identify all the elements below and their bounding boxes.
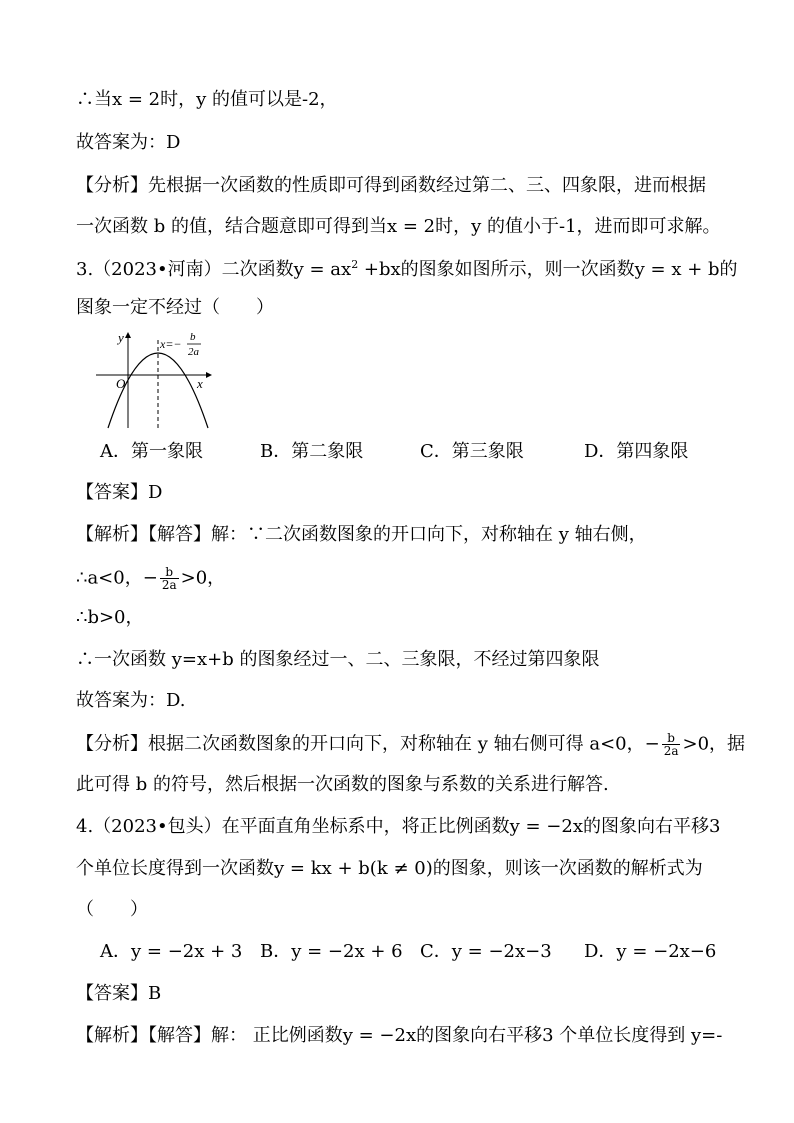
text-line: ∴当x = 2时，y 的值可以是-2，	[76, 89, 338, 110]
option-a[interactable]: A．第一象限	[100, 441, 203, 462]
q3-options	[100, 440, 688, 464]
x-axis-arrow	[206, 372, 212, 378]
fraction	[160, 566, 179, 591]
q3-analysis-line: 此可得 b 的符号，然后根据一次函数的图象与系数的关系进行解答.	[76, 774, 609, 795]
q3-solution-line	[76, 566, 225, 591]
q3-analysis-line	[76, 732, 745, 757]
option-c[interactable]: C．y = −2x−3	[420, 941, 552, 962]
q3-text-b: +bx的图象如图所示，则一次函数y = x + b的	[358, 259, 738, 280]
q3-text-a: 3.（2023•河南）二次函数y = ax	[76, 259, 352, 280]
fraction-numerator: b	[662, 732, 681, 745]
symmetry-label: x=−	[160, 337, 182, 351]
question-3-line2: 图象一定不经过（ ）	[76, 297, 274, 318]
question-3-line1	[76, 258, 738, 282]
option-b[interactable]: B．第二象限	[260, 441, 364, 462]
q4-solution-line: 【解析】【解答】解： 正比例函数y = −2x的图象向右平移3 个单位长度得到 y=-	[76, 1025, 723, 1046]
origin-label: O	[116, 376, 126, 391]
x-label: x	[197, 376, 203, 391]
symmetry-numerator: b	[190, 331, 196, 343]
sol2-text-a: ∴a<0，−	[76, 567, 158, 589]
y-label: y	[118, 330, 124, 345]
q3-superscript: 2	[351, 258, 359, 271]
symmetry-denominator: 2a	[188, 346, 199, 358]
q4-answer: 【答案】B	[76, 983, 162, 1004]
option-d[interactable]: D．y = −2x−6	[584, 941, 717, 962]
q3-solution-line: ∴一次函数 y=x+b 的图象经过一、二、三象限，不经过第四象限	[76, 649, 600, 670]
parabola-graph	[96, 328, 216, 432]
option-d[interactable]: D．第四象限	[584, 441, 689, 462]
fraction-denominator: 2a	[161, 578, 177, 592]
analysis-line: 一次函数 b 的值，结合题意即可得到当x = 2时，y 的值小于-1，进而即可求解。	[76, 216, 721, 237]
sol2-text-b: >0，	[180, 567, 226, 589]
question-4-line1: 4.（2023•包头）在平面直角坐标系中，将正比例函数y = −2x的图象向右平移3	[76, 816, 721, 837]
analysis-line: 【分析】先根据一次函数的性质即可得到函数经过第二、三、四象限，进而根据	[76, 175, 706, 196]
q3-answer: 【答案】D	[76, 482, 163, 503]
q3-solution-line: ∴b>0，	[76, 607, 144, 628]
question-4-line2: 个单位长度得到一次函数y = kx + b(k ≠ 0)的图象，则该一次函数的解析式为	[76, 858, 703, 879]
option-c[interactable]: C．第三象限	[420, 441, 524, 462]
q4-options	[100, 940, 716, 964]
text-line: 故答案为：D	[76, 132, 181, 153]
question-4-line3: （ ）	[76, 899, 148, 920]
q3-solution-line: 【解析】【解答】解：∵二次函数图象的开口向下，对称轴在 y 轴右侧，	[76, 524, 647, 545]
q3-solution-line: 故答案为：D.	[76, 690, 186, 711]
ana1-text-a: 【分析】根据二次函数图象的开口向下，对称轴在 y 轴右侧可得 a<0，−	[76, 733, 660, 755]
fraction-denominator: 2a	[663, 744, 679, 758]
option-b[interactable]: B．y = −2x + 6	[260, 941, 403, 962]
ana1-text-b: >0，据	[682, 733, 746, 755]
y-axis-arrow	[125, 332, 131, 338]
fraction-numerator: b	[160, 566, 179, 579]
fraction	[662, 732, 681, 757]
option-a[interactable]: A．y = −2x + 3	[100, 941, 243, 962]
